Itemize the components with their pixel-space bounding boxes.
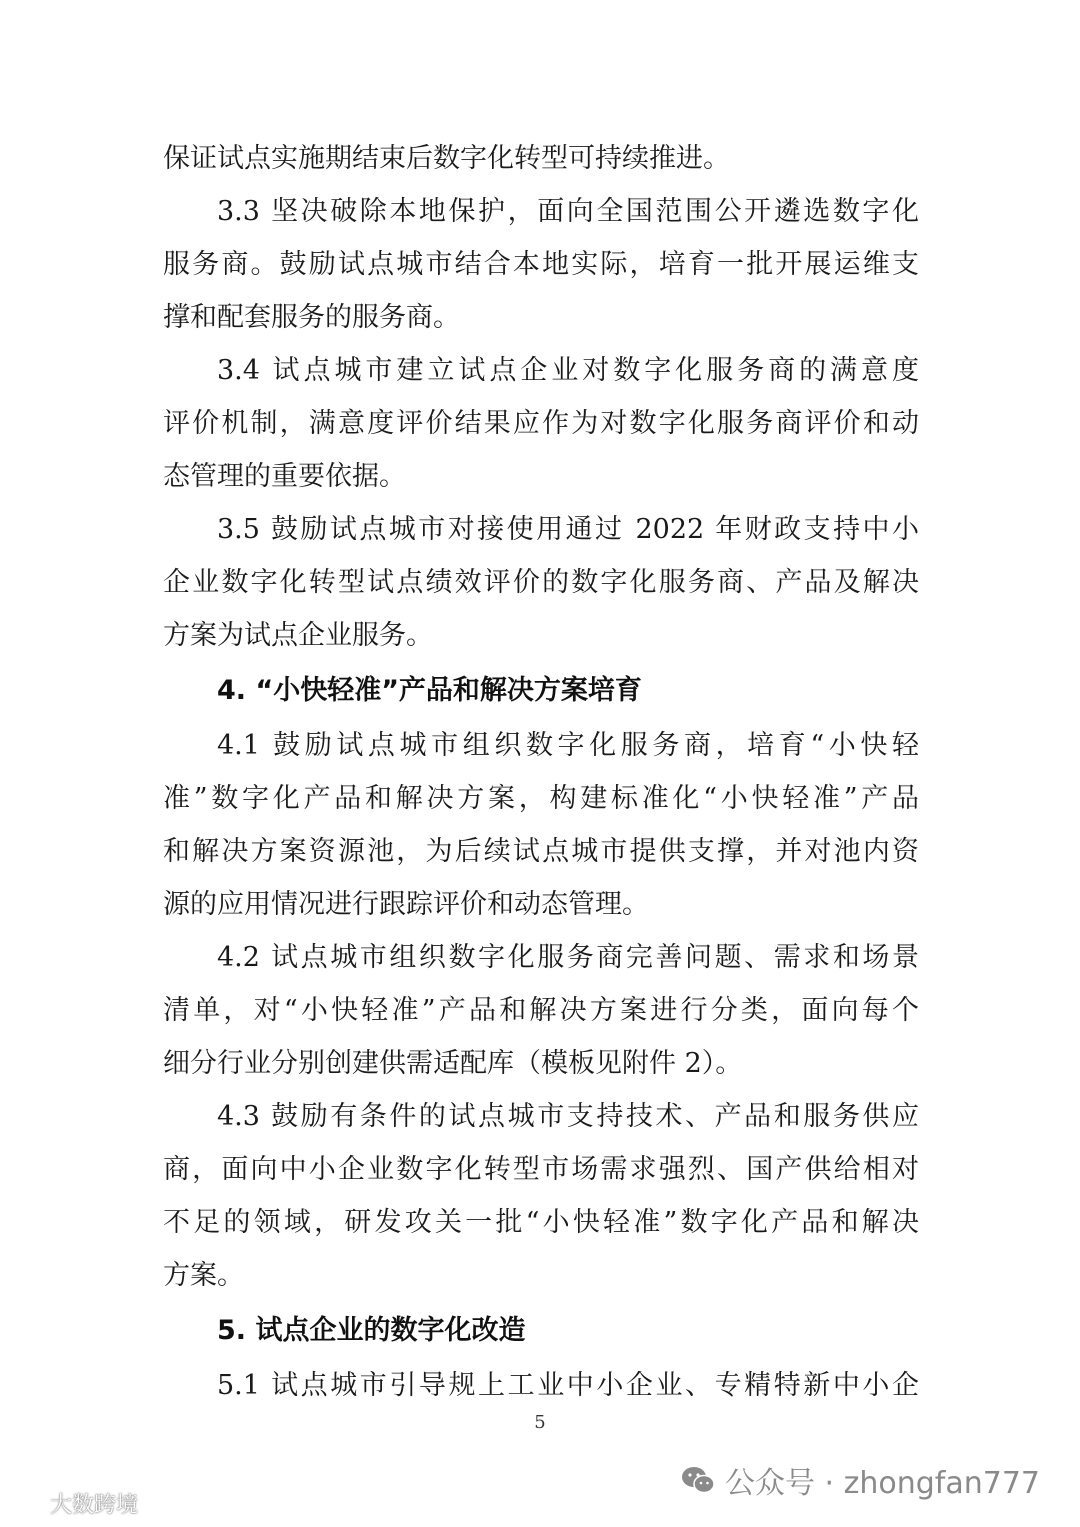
paragraph-line: 准”数字化产品和解决方案，构建标准化“小快轻准”产品 xyxy=(163,783,919,814)
document-body xyxy=(163,132,919,1412)
paragraph-line: 态管理的重要依据。 xyxy=(163,461,406,492)
paragraph-line: 4.1 鼓励试点城市组织数字化服务商，培育“小快轻 xyxy=(217,730,919,761)
paragraph-line: 撑和配套服务的服务商。 xyxy=(163,302,460,333)
paragraph-line: 5.1 试点城市引导规上工业中小企业、专精特新中小企 xyxy=(217,1370,919,1401)
paragraph-line: 方案。 xyxy=(163,1260,244,1291)
paragraph-line: 源的应用情况进行跟踪评价和动态管理。 xyxy=(163,889,649,920)
watermark-right-text: 公众号 · zhongfan777 xyxy=(725,1466,1040,1501)
paragraph-line: 细分行业分别创建供需适配库（模板见附件 2）。 xyxy=(163,1048,743,1079)
page-number: 5 xyxy=(534,1412,546,1433)
watermark-left-text: 大数跨境 xyxy=(50,1492,139,1518)
weibo-icon xyxy=(6,1490,46,1516)
paragraph-line: 3.5 鼓励试点城市对接使用通过 2022 年财政支持中小 xyxy=(217,514,919,545)
paragraph-line: 服务商。鼓励试点城市结合本地实际，培育一批开展运维支 xyxy=(163,249,919,280)
paragraph-line: 4.3 鼓励有条件的试点城市支持技术、产品和服务供应 xyxy=(217,1101,919,1132)
paragraph-line: 方案为试点企业服务。 xyxy=(163,620,433,651)
wechat-icon xyxy=(681,1465,715,1495)
paragraph-line: 清单，对“小快轻准”产品和解决方案进行分类，面向每个 xyxy=(163,995,919,1026)
watermark-left xyxy=(6,1487,138,1519)
section-heading: 5. 试点企业的数字化改造 xyxy=(217,1315,526,1346)
paragraph-line: 评价机制，满意度评价结果应作为对数字化服务商评价和动 xyxy=(163,408,919,439)
watermark-right xyxy=(681,1457,1040,1503)
paragraph-line: 和解决方案资源池，为后续试点城市提供支撑，并对池内资 xyxy=(163,836,919,867)
paragraph-line: 3.3 坚决破除本地保护，面向全国范围公开遴选数字化 xyxy=(217,196,919,227)
paragraph-line: 商，面向中小企业数字化转型市场需求强烈、国产供给相对 xyxy=(163,1154,919,1185)
paragraph-line: 不足的领域，研发攻关一批“小快轻准”数字化产品和解决 xyxy=(163,1207,919,1238)
paragraph-line: 4.2 试点城市组织数字化服务商完善问题、需求和场景 xyxy=(217,942,919,973)
paragraph-line: 3.4 试点城市建立试点企业对数字化服务商的满意度 xyxy=(217,355,919,386)
paragraph-line: 企业数字化转型试点绩效评价的数字化服务商、产品及解决 xyxy=(163,567,919,598)
paragraph-line: 保证试点实施期结束后数字化转型可持续推进。 xyxy=(163,143,730,174)
section-heading: 4. “小快轻准”产品和解决方案培育 xyxy=(217,675,642,706)
